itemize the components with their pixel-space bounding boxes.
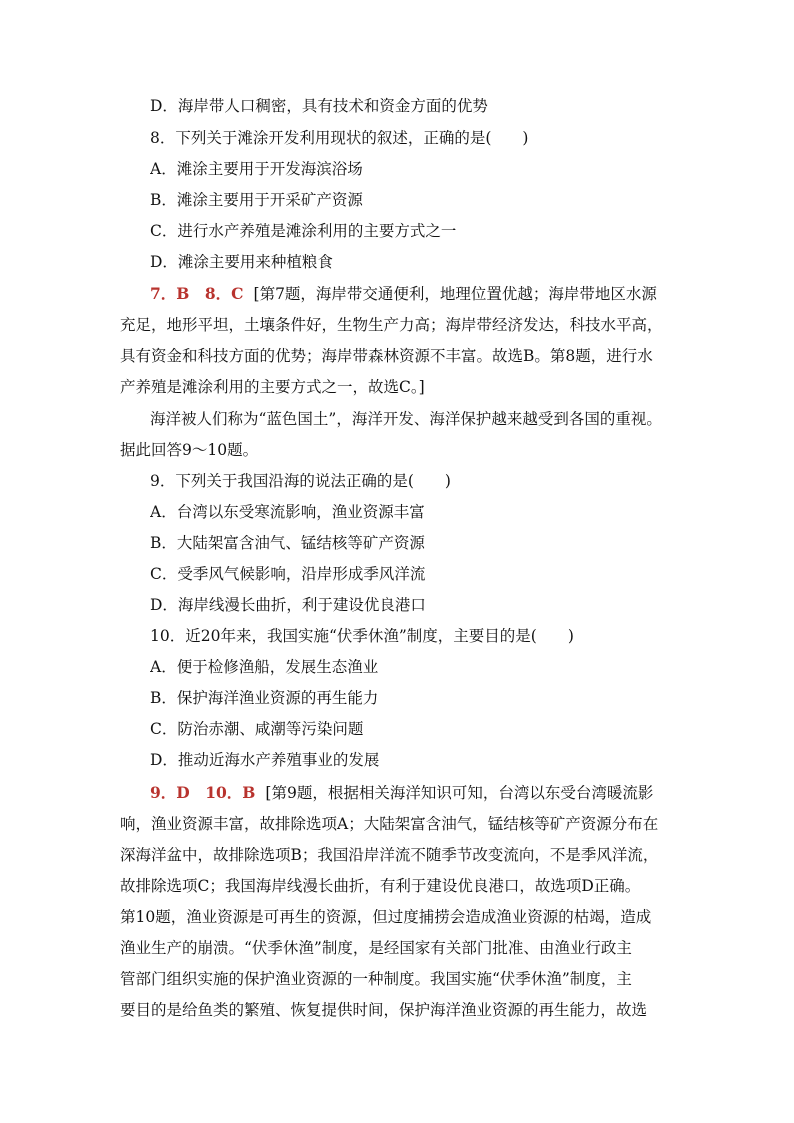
answer-9-10-text: [第9题，根据相关海洋知识可知，台湾以东受台湾暖流影 (265, 784, 654, 802)
answer-7-8-line-2: 充足，地形平坦，土壤条件好，生物生产力高；海岸带经济发达，科技水平高， (120, 316, 663, 334)
intro-9-10-line-1: 海洋被人们称为“蓝色国土”，海洋开发、海洋保护越来越受到各国的重视。 (150, 410, 662, 428)
answer-7-8-text: [第7题，海岸带交通便利，地理位置优越；海岸带地区水源 (253, 285, 657, 303)
answer-9-10-line-8: 要目的是给鱼类的繁殖、恢复提供时间，保护海洋渔业资源的再生能力，故选 (120, 1001, 648, 1019)
answer-9-10-line-2: 响，渔业资源丰富，故排除选项A；大陆架富含油气，锰结核等矿产资源分布在 (120, 815, 659, 833)
answer-9-10-line-3: 深海洋盆中，故排除选项B；我国沿岸洋流不随季节改变流向，不是季风洋流， (120, 846, 659, 864)
q9-stem: 9．下列关于我国沿海的说法正确的是( ) (150, 472, 451, 490)
intro-9-10-line-2: 据此回答9～10题。 (120, 441, 259, 459)
q8-option-b: B．滩涂主要用于开采矿产资源 (150, 191, 363, 209)
q9-option-d: D．海岸线漫长曲折，利于建设优良港口 (150, 596, 426, 614)
answer-9-10-line-7: 管部门组织实施的保护渔业资源的一种制度。我国实施“伏季休渔”制度，主 (120, 970, 632, 988)
q8-option-a: A．滩涂主要用于开发海滨浴场 (150, 160, 363, 178)
answer-7-8-line-3: 具有资金和科技方面的优势；海岸带森林资源不丰富。故选B。第8题，进行水 (120, 347, 653, 365)
q10-option-b: B．保护海洋渔业资源的再生能力 (150, 689, 379, 707)
q8-option-d: D．滩涂主要用来种植粮食 (150, 253, 333, 271)
answer-7-8-line-1 (150, 284, 680, 304)
answer-9-10-line-4: 故排除选项C；我国海岸线漫长曲折，有利于建设优良港口，故选项D正确。 (120, 877, 641, 895)
answer-9-10-label: 9．D 10．B (150, 783, 256, 802)
answer-7-8-label: 7．B 8．C (150, 284, 244, 303)
q10-option-c: C．防治赤潮、咸潮等污染问题 (150, 720, 364, 738)
q9-option-a: A．台湾以东受寒流影响，渔业资源丰富 (150, 503, 425, 521)
answer-9-10-line-6: 渔业生产的崩溃。“伏季休渔”制度，是经国家有关部门批准、由渔业行政主 (120, 939, 632, 957)
q10-option-a: A．便于检修渔船，发展生态渔业 (150, 658, 379, 676)
q9-option-c: C．受季风气候影响，沿岸形成季风洋流 (150, 565, 426, 583)
answer-9-10-line-5: 第10题，渔业资源是可再生的资源，但过度捕捞会造成渔业资源的枯竭，造成 (120, 908, 652, 926)
answer-7-8-line-4: 产养殖是滩涂利用的主要方式之一，故选C。] (120, 378, 425, 396)
q10-option-d: D．推动近海水产养殖事业的发展 (150, 751, 380, 769)
q9-option-b: B．大陆架富含油气、锰结核等矿产资源 (150, 534, 425, 552)
q10-stem: 10．近20年来，我国实施“伏季休渔”制度，主要目的是( ) (150, 627, 574, 645)
q8-stem: 8．下列关于滩涂开发利用现状的叙述，正确的是( ) (150, 129, 529, 147)
q7-option-d: D．海岸带人口稠密，具有技术和资金方面的优势 (150, 97, 488, 115)
answer-9-10-line-1 (150, 783, 680, 803)
q8-option-c: C．进行水产养殖是滩涂利用的主要方式之一 (150, 222, 457, 240)
